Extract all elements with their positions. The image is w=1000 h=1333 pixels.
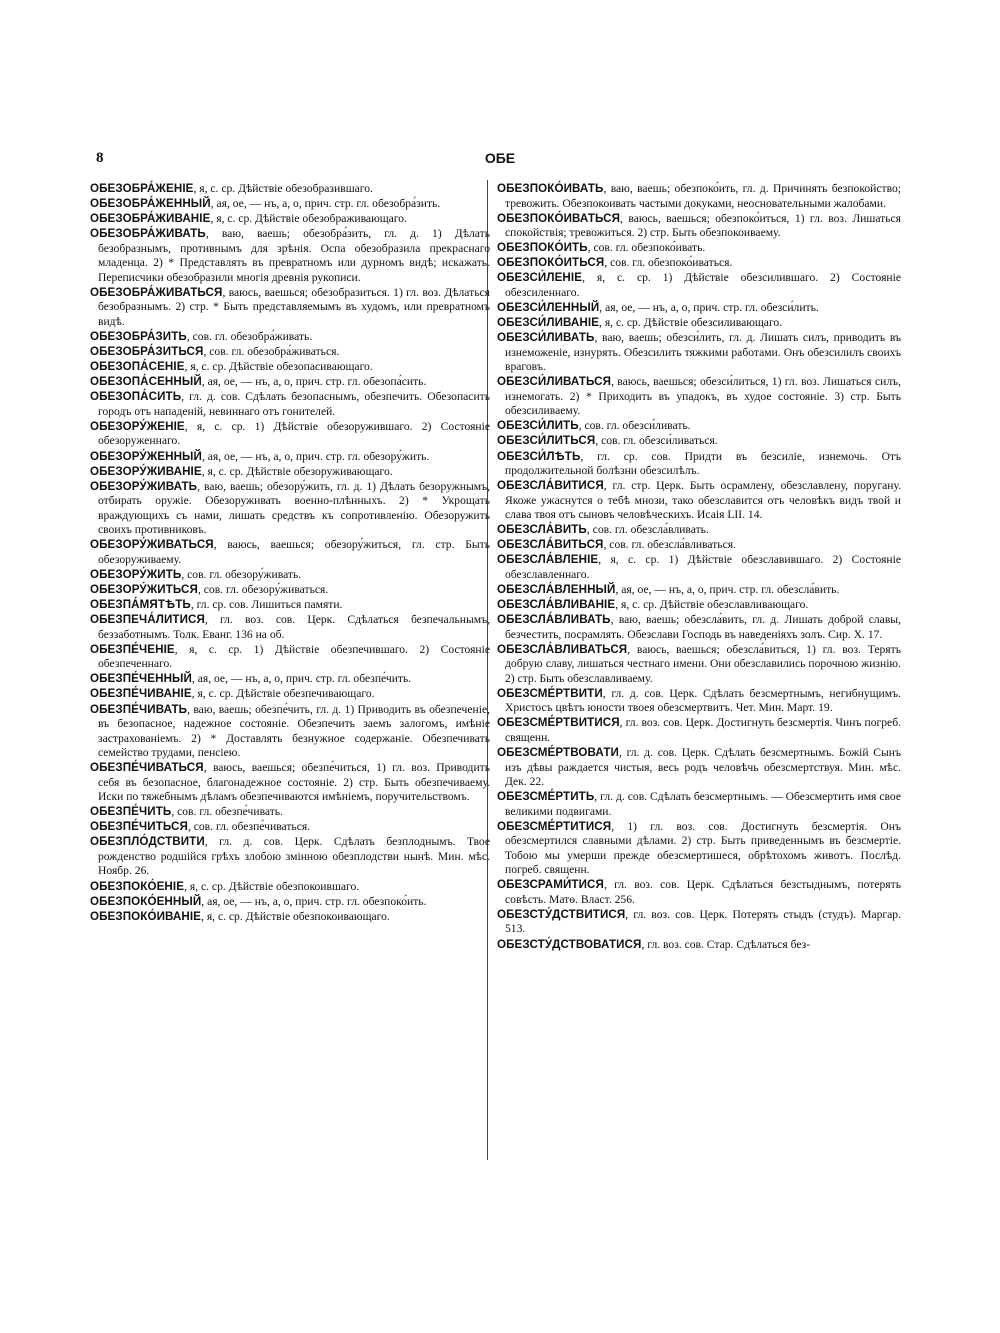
dictionary-entry — [497, 583, 901, 598]
entry-headword: ОБЕЗПОКО́ИВАНІЕ — [90, 909, 202, 923]
entry-definition: , сов. гл. обезпоко́иваться. — [604, 256, 733, 270]
entry-headword: ОБЕЗПЕ́ЧИВАТЬ — [90, 702, 188, 716]
entry-definition: , сов. гл. обезпоко́ивать. — [587, 241, 706, 255]
entry-definition: , ваю, ваешь; обезпе́чить, гл. д. 1) Приводить въ обезпеченіе, въ безопасное, надежное состояніе. Обезпечить заемъ залогомъ, имѣніе застрахованіемъ. 2) * Доставлять безнужное содержаніе. Обезпечивать семейство трудами, пенсіею. — [98, 702, 490, 760]
dictionary-entry — [497, 212, 901, 241]
dictionary-entry — [90, 375, 490, 390]
entry-headword: ОБЕЗОБРА́ЗИТЬ — [90, 329, 187, 343]
dictionary-entry — [90, 598, 490, 613]
entry-headword: ОБЕЗСЛА́ВЛИВАТЬ — [497, 613, 611, 627]
left-column — [90, 182, 490, 925]
dictionary-entry — [90, 330, 490, 345]
dictionary-entry — [497, 908, 901, 937]
dictionary-entry — [497, 434, 901, 449]
entry-headword: ОБЕЗПЕ́ЧИТЬ — [90, 805, 172, 819]
entry-headword: ОБЕЗСМЕ́РТВОВАТИ — [497, 746, 619, 760]
entry-definition: , сов. гл. обезору́живать. — [181, 567, 302, 581]
entry-headword: ОБЕЗПОКО́ИВАТЬСЯ — [497, 211, 621, 225]
entry-definition: , ая, ое, — нъ, а, о, прич. стр. гл. обезси́лить. — [599, 300, 819, 314]
dictionary-entry — [90, 895, 490, 910]
entry-headword: ОБЕЗПОКО́ЕННЫЙ — [90, 894, 202, 908]
entry-definition: , ваю, ваешь; обезпоко́ить, гл. д. Причинять безпокойство; тревожить. Обезпокоивать частыми докуками, неосновательными жалобами. — [505, 182, 901, 210]
entry-definition: , сов. гл. обезобра́живать. — [186, 329, 313, 343]
entry-headword: ОБЕЗСИ́ЛИВАТЬ — [497, 331, 595, 345]
page-header — [90, 150, 910, 168]
entry-definition: , гл. воз. сов. Церк. Сдѣлаться безстыднымъ, потерять совѣсть. Матѳ. Власт. 256. — [505, 878, 901, 906]
entry-definition: , гл. воз. сов. Стар. Сдѣлаться без- — [641, 937, 811, 951]
dictionary-entry — [90, 465, 490, 480]
dictionary-entry — [497, 523, 901, 538]
page-number: 8 — [96, 150, 104, 166]
entry-headword: ОБЕЗСИ́ЛЕННЫЙ — [497, 300, 600, 314]
dictionary-entry — [90, 910, 490, 925]
running-head: ОБЕ — [484, 150, 516, 166]
entry-headword: ОБЕЗПА́МЯТѢТЬ — [90, 598, 191, 612]
entry-headword: ОБЕЗОБРА́ЖИВАТЬСЯ — [90, 285, 223, 299]
dictionary-entry — [90, 835, 490, 879]
entry-definition: , я, с. ср. Дѣйствіе обезпокоивающаго. — [201, 909, 390, 923]
entry-definition: , ваюсь, ваешься; обезпоко́иться, 1) гл. воз. Лишаться спокойствія; тревожиться. 2) стр. Быть обезпокоиваему. — [505, 211, 901, 240]
entry-definition: , сов. гл. обезси́ливать. — [578, 419, 691, 433]
entry-definition: , ая, ое, — нъ, а, о, прич. стр. гл. обезсла́вить. — [615, 583, 840, 596]
dictionary-entry — [497, 301, 901, 316]
dictionary-entry — [497, 256, 901, 271]
entry-headword: ОБЕЗСЛА́ВЛЕНІЕ — [497, 553, 599, 567]
dictionary-entry — [497, 938, 901, 953]
entry-definition: , гл. д. сов. Сдѣлать безопаснымъ, обезпечить. Обезопасить городъ отъ нападеній, невиннаго отъ гонителей. — [98, 390, 490, 418]
entry-headword: ОБЕЗСИ́ЛѢТЬ — [497, 449, 581, 463]
dictionary-entry — [497, 538, 901, 553]
entry-definition: , я, с. ср. Дѣйствіе обезобразившаго. — [193, 182, 373, 195]
entry-definition: , я, с. ср. 1) Дѣйствіе обезоружившаго. 2) Состояніе обезоруженнаго. — [98, 419, 490, 448]
entry-headword: ОБЕЗПОКО́ИВАТЬ — [497, 182, 604, 195]
entry-definition: , я, с. ср. Дѣйствіе обезславливающаго. — [615, 598, 809, 612]
entry-definition: , ваю, ваешь; обезобра́зить, гл. д. 1) Дѣлать безобразнымъ, противнымъ для зрѣнія. Оспа обезобразила прекраснаго младенца. 2) * Представлять въ превратномъ или дурномъ видѣ; искажать. Переписчики обезобразили многія древнія рукописи. — [98, 227, 490, 284]
entry-headword: ОБЕЗСТУ́ДСТВОВАТИСЯ — [497, 937, 642, 951]
entry-definition: , сов. гл. обезпе́чиваться. — [187, 820, 311, 834]
entry-definition: , я, с. ср. 1) Дѣйствіе обезпечившаго. 2) Состояніе обезпеченнаго. — [98, 642, 490, 671]
dictionary-entry — [497, 716, 901, 745]
entry-headword: ОБЕЗСМЕ́РТВИТИ — [497, 686, 603, 700]
dictionary-entry — [90, 450, 490, 465]
entry-headword: ОБЕЗПЕ́ЧИТЬСЯ — [90, 820, 188, 834]
entry-headword: ОБЕЗОРУ́ЖИТЬСЯ — [90, 583, 198, 596]
entry-definition: , гл. воз. сов. Церк. Сдѣлаться безпечальнымъ, беззаботнымъ. Толк. Еванг. 136 на об. — [98, 613, 490, 641]
dictionary-entry — [90, 583, 490, 598]
entry-definition: , сов. гл. обезпе́чивать. — [171, 805, 283, 819]
entry-headword: ОБЕЗСМЕ́РТВИТИСЯ — [497, 716, 620, 730]
entry-definition: , ваю, ваешь; обезсла́вить, гл. д. Лишать доброй славы, безчестить, посрамлять. Обезслави Господь въ наведеніяхъ золъ. Сир. X. 17. — [505, 613, 901, 641]
entry-headword: ОБЕЗСЛА́ВЛЕННЫЙ — [497, 583, 616, 596]
entry-headword: ОБЕЗСИ́ЛИВАНІЕ — [497, 316, 600, 330]
dictionary-entry — [90, 182, 490, 197]
entry-headword: ОБЕЗОРУ́ЖИВАНІЕ — [90, 464, 202, 478]
dictionary-entry — [497, 479, 901, 523]
entry-headword: ОБЕЗПЕ́ЧЕНІЕ — [90, 642, 175, 656]
entry-headword: ОБЕЗОРУ́ЖИВАТЬ — [90, 479, 198, 493]
entry-headword: ОБЕЗСМЕ́РТИТИСЯ — [497, 819, 612, 833]
entry-definition: , я, с. ср. 1) Дѣйствіе обезсилившаго. 2) Состояніе обезсиленнаго. — [505, 271, 901, 299]
entry-headword: ОБЕЗОРУ́ЖЕННЫЙ — [90, 449, 202, 463]
dictionary-entry — [90, 420, 490, 449]
entry-definition: , ая, ое, — нъ, а, о, прич. стр. гл. обезору́жить. — [201, 449, 430, 463]
entry-headword: ОБЕЗПЛО́ДСТВИТИ — [90, 835, 205, 849]
dictionary-entry — [90, 480, 490, 538]
entry-headword: ОБЕЗСИ́ЛИТЬСЯ — [497, 434, 596, 448]
dictionary-entry — [90, 761, 490, 805]
entry-headword: ОБЕЗСЛА́ВЛИВАНІЕ — [497, 598, 616, 612]
entry-headword: ОБЕЗСИ́ЛИТЬ — [497, 419, 579, 433]
entry-definition: , гл. воз. сов. Церк. Потерять стыдъ (студъ). Маргар. 513. — [505, 907, 901, 936]
dictionary-entry — [90, 360, 490, 375]
entry-definition: , ая, ое, — нъ, а, о, прич. стр. гл. обезобра́зить. — [210, 197, 441, 211]
entry-headword: ОБЕЗСЛА́ВЛИВАТЬСЯ — [497, 642, 628, 656]
dictionary-entry — [90, 880, 490, 895]
entry-headword: ОБЕЗПОКО́ЕНІЕ — [90, 879, 185, 893]
entry-definition: , гл. воз. сов. Церк. Достигнуть безсмертія. Чинъ погреб. священн. — [505, 716, 901, 744]
entry-definition: , ваюсь, ваешься; обезсла́виться, 1) гл. воз. Терять добрую славу, лишаться честнаго имени. Они обезславились порочною жизнію. 2) стр. Быть обезславливаему. — [505, 642, 901, 685]
entry-definition: , ая, ое, — нъ, а, о, прич. стр. гл. обезпе́чить. — [191, 672, 412, 686]
entry-headword: ОБЕЗОБРА́ЖИВАТЬ — [90, 227, 206, 241]
entry-definition: , я, с. ср. Дѣйствіе обезпокоившаго. — [184, 879, 360, 893]
entry-headword: ОБЕЗОРУ́ЖЕНІЕ — [90, 419, 185, 433]
dictionary-entry — [497, 553, 901, 582]
entry-headword: ОБЕЗПЕ́ЧИВАНІЕ — [90, 687, 192, 701]
entry-definition: , я, с. ср. Дѣйствіе обезпечивающаго. — [191, 687, 375, 701]
entry-headword: ОБЕЗСРАМИ́ТИСЯ — [497, 878, 604, 892]
entry-headword: ОБЕЗПОКО́ИТЬ — [497, 241, 588, 255]
entry-definition: , сов. гл. обезсла́вливать. — [586, 523, 709, 537]
entry-definition: , сов. гл. обезси́ливаться. — [595, 434, 718, 448]
dictionary-entry — [497, 746, 901, 790]
dictionary-entry — [497, 241, 901, 256]
entry-headword: ОБЕЗОБРА́ЖИВАНІЕ — [90, 212, 211, 226]
entry-headword: ОБЕЗОПА́СЕНІЕ — [90, 360, 185, 374]
entry-headword: ОБЕЗПЕ́ЧИВАТЬСЯ — [90, 761, 204, 775]
dictionary-entry — [90, 212, 490, 227]
entry-definition: , гл. стр. Церк. Быть осрамлену, обезславлену, поругану. Якоже ужаснутся о тебѣ мнози, тако обезславится отъ человѣкъ видъ твой и слава твоя отъ сыновъ человѣческихъ. Исаія LII. 14. — [505, 479, 901, 522]
entry-headword: ОБЕЗОПА́СЕННЫЙ — [90, 375, 202, 389]
entry-headword: ОБЕЗСЛА́ВИТЬСЯ — [497, 538, 604, 552]
entry-headword: ОБЕЗСИ́ЛИВАТЬСЯ — [497, 375, 612, 389]
entry-definition: , ваюсь, ваешься; обезобразиться. 1) гл. воз. Дѣлаться безобразнымъ. 2) стр. * Быть представляемымъ въ худомъ, или превратномъ видѣ. — [98, 285, 490, 328]
dictionary-entry — [90, 538, 490, 567]
entry-headword: ОБЕЗПЕ́ЧЕННЫЙ — [90, 672, 192, 686]
dictionary-entry — [497, 331, 901, 375]
entry-definition: , 1) гл. воз. сов. Достигнуть безсмертія. Онъ обезсмертился славными дѣлами. 2) стр. Быть приведеннымъ въ безсмертіе. Тобою мы умерши прежде обезсмертишеся, обрѣтохомъ животъ. Послѣд. погреб. священн. — [505, 819, 901, 877]
entry-definition: , ваю, ваешь; обезси́лить, гл. д. Лишать силъ, приводить въ изнеможеніе, изнурять. Обезсилить тяжкими работами. Онъ обезсилилъ своихъ враговъ. — [505, 331, 901, 374]
entry-definition: , ваюсь, ваешься; обезору́житься, гл. стр. Быть обезоруживаему. — [98, 538, 490, 566]
dictionary-entry — [90, 672, 490, 687]
dictionary-entry — [90, 643, 490, 672]
dictionary-entry — [497, 182, 901, 211]
dictionary-entry — [90, 286, 490, 330]
dictionary-entry — [90, 197, 490, 212]
entry-definition: , гл. д. сов. Сдѣлать безсмертнымъ. — Обезсмертить имя свое великими подвигами. — [505, 790, 901, 818]
entry-headword: ОБЕЗПОКО́ИТЬСЯ — [497, 256, 605, 270]
entry-definition: , ая, ое, — нъ, а, о, прич. стр. гл. обезопа́сить. — [201, 375, 427, 389]
dictionary-entry — [497, 598, 901, 613]
entry-headword: ОБЕЗОРУ́ЖИВАТЬСЯ — [90, 538, 214, 552]
entry-definition: , ваюсь, ваешься; обезпе́читься, 1) гл. воз. Приводить себя въ безопасное, благонадежное состояніе. 2) стр. Быть обезпечиваему. Иски по тяжебнымъ дѣламъ обезпечиваются имѣніемъ, поручительствомъ. — [98, 761, 490, 804]
entry-definition: , гл. д. сов. Церк. Сдѣлать безплоднымъ. Твое рожденство родшійся грѣхъ злобою змінною обезплодстви нынѣ. Мин. мѣс. Ноябр. 26. — [98, 835, 490, 878]
entry-definition: , я, с. ср. Дѣйствіе обезоруживающаго. — [201, 464, 393, 478]
dictionary-entry — [497, 375, 901, 419]
dictionary-entry — [497, 271, 901, 300]
entry-definition: , гл. ср. сов. Лишиться памяти. — [190, 598, 343, 612]
entry-definition: , ая, ое, — нъ, а, о, прич. стр. гл. обезпоко́ить. — [201, 894, 427, 908]
dictionary-entry — [90, 687, 490, 702]
dictionary-entry — [90, 227, 490, 285]
entry-definition: , гл. ср. сов. Придти въ безсиліе, изнемочь. Отъ продолжительной болѣзни обезсилѣлъ. — [505, 449, 901, 478]
entry-headword: ОБЕЗОБРА́ЗИТЬСЯ — [90, 345, 204, 359]
dictionary-entry — [90, 820, 490, 835]
entry-headword: ОБЕЗОБРА́ЖЕННЫЙ — [90, 197, 211, 211]
dictionary-entry — [90, 568, 490, 583]
entry-definition: , сов. гл. обезору́живаться. — [197, 583, 329, 596]
entry-headword: ОБЕЗОПА́СИТЬ — [90, 390, 182, 404]
entry-headword: ОБЕЗОБРА́ЖЕНІЕ — [90, 182, 194, 195]
dictionary-entry — [497, 316, 901, 331]
entry-definition: , я, с. ср. Дѣйствіе обезопасивающаго. — [184, 360, 373, 374]
entry-definition: , сов. гл. обезобра́живаться. — [203, 345, 340, 359]
entry-headword: ОБЕЗСТУ́ДСТВИТИСЯ — [497, 907, 626, 921]
dictionary-entry — [90, 703, 490, 761]
right-column — [497, 182, 901, 953]
entry-headword: ОБЕЗОРУ́ЖИТЬ — [90, 567, 182, 581]
entry-headword: ОБЕЗСЛА́ВИТЬ — [497, 523, 587, 537]
entry-definition: , ваюсь, ваешься; обезси́литься, 1) гл. воз. Лишаться силъ, изнемогать. 2) * Приходить въ упадокъ, въ худое состояніе. 3) стр. Быть обезсиливаему. — [505, 375, 901, 418]
entry-headword: ОБЕЗСЛА́ВИТИСЯ — [497, 479, 604, 493]
dictionary-entry — [497, 643, 901, 687]
entry-definition: , гл. д. сов. Церк. Сдѣлать безсмертнымъ. Божій Сынъ изъ дѣвы раждается чистыя, весь родъ человѣчь обезсмертствуя. Мин. мѣс. Дек. 22. — [505, 746, 901, 789]
dictionary-entry — [497, 419, 901, 434]
entry-headword: ОБЕЗСМЕ́РТИТЬ — [497, 790, 595, 804]
entry-definition: , гл. д. сов. Церк. Сдѣлать безсмертнымъ, негибнущимъ. Христосъ цвѣтъ юности твоея обезсмертвитъ. Чет. Мин. Март. 19. — [505, 686, 901, 715]
entry-definition: , я, с. ср. Дѣйствіе обезсиливающаго. — [599, 316, 783, 330]
entry-headword: ОБЕЗПЕЧА́ЛИТИСЯ — [90, 613, 205, 627]
dictionary-entry — [497, 790, 901, 819]
entry-headword: ОБЕЗСИ́ЛЕНІЕ — [497, 271, 583, 285]
dictionary-entry — [90, 345, 490, 360]
entry-definition: , я, с. ср. 1) Дѣйствіе обезславившаго. 2) Состояніе обезславленнаго. — [505, 553, 901, 581]
entry-definition: , ваю, ваешь; обезору́жить, гл. д. 1) Дѣлать безоружнымъ, отбирать оружіе. Обезоруживать военно-плѣнныхъ. 2) * Укрощать враждующихъ съ нами, лишать средствъ къ сопротивленію. Обезоружить своихъ противниковъ. — [98, 479, 490, 537]
entry-definition: , сов. гл. обезсла́вливаться. — [603, 538, 736, 552]
entry-definition: , я, с. ср. Дѣйствіе обезображивающаго. — [210, 212, 407, 226]
dictionary-entry — [90, 613, 490, 642]
dictionary-entry — [90, 390, 490, 419]
dictionary-entry — [497, 878, 901, 907]
dictionary-entry — [90, 805, 490, 820]
dictionary-entry — [497, 820, 901, 878]
dictionary-entry — [497, 613, 901, 642]
dictionary-entry — [497, 687, 901, 716]
dictionary-entry — [497, 450, 901, 479]
